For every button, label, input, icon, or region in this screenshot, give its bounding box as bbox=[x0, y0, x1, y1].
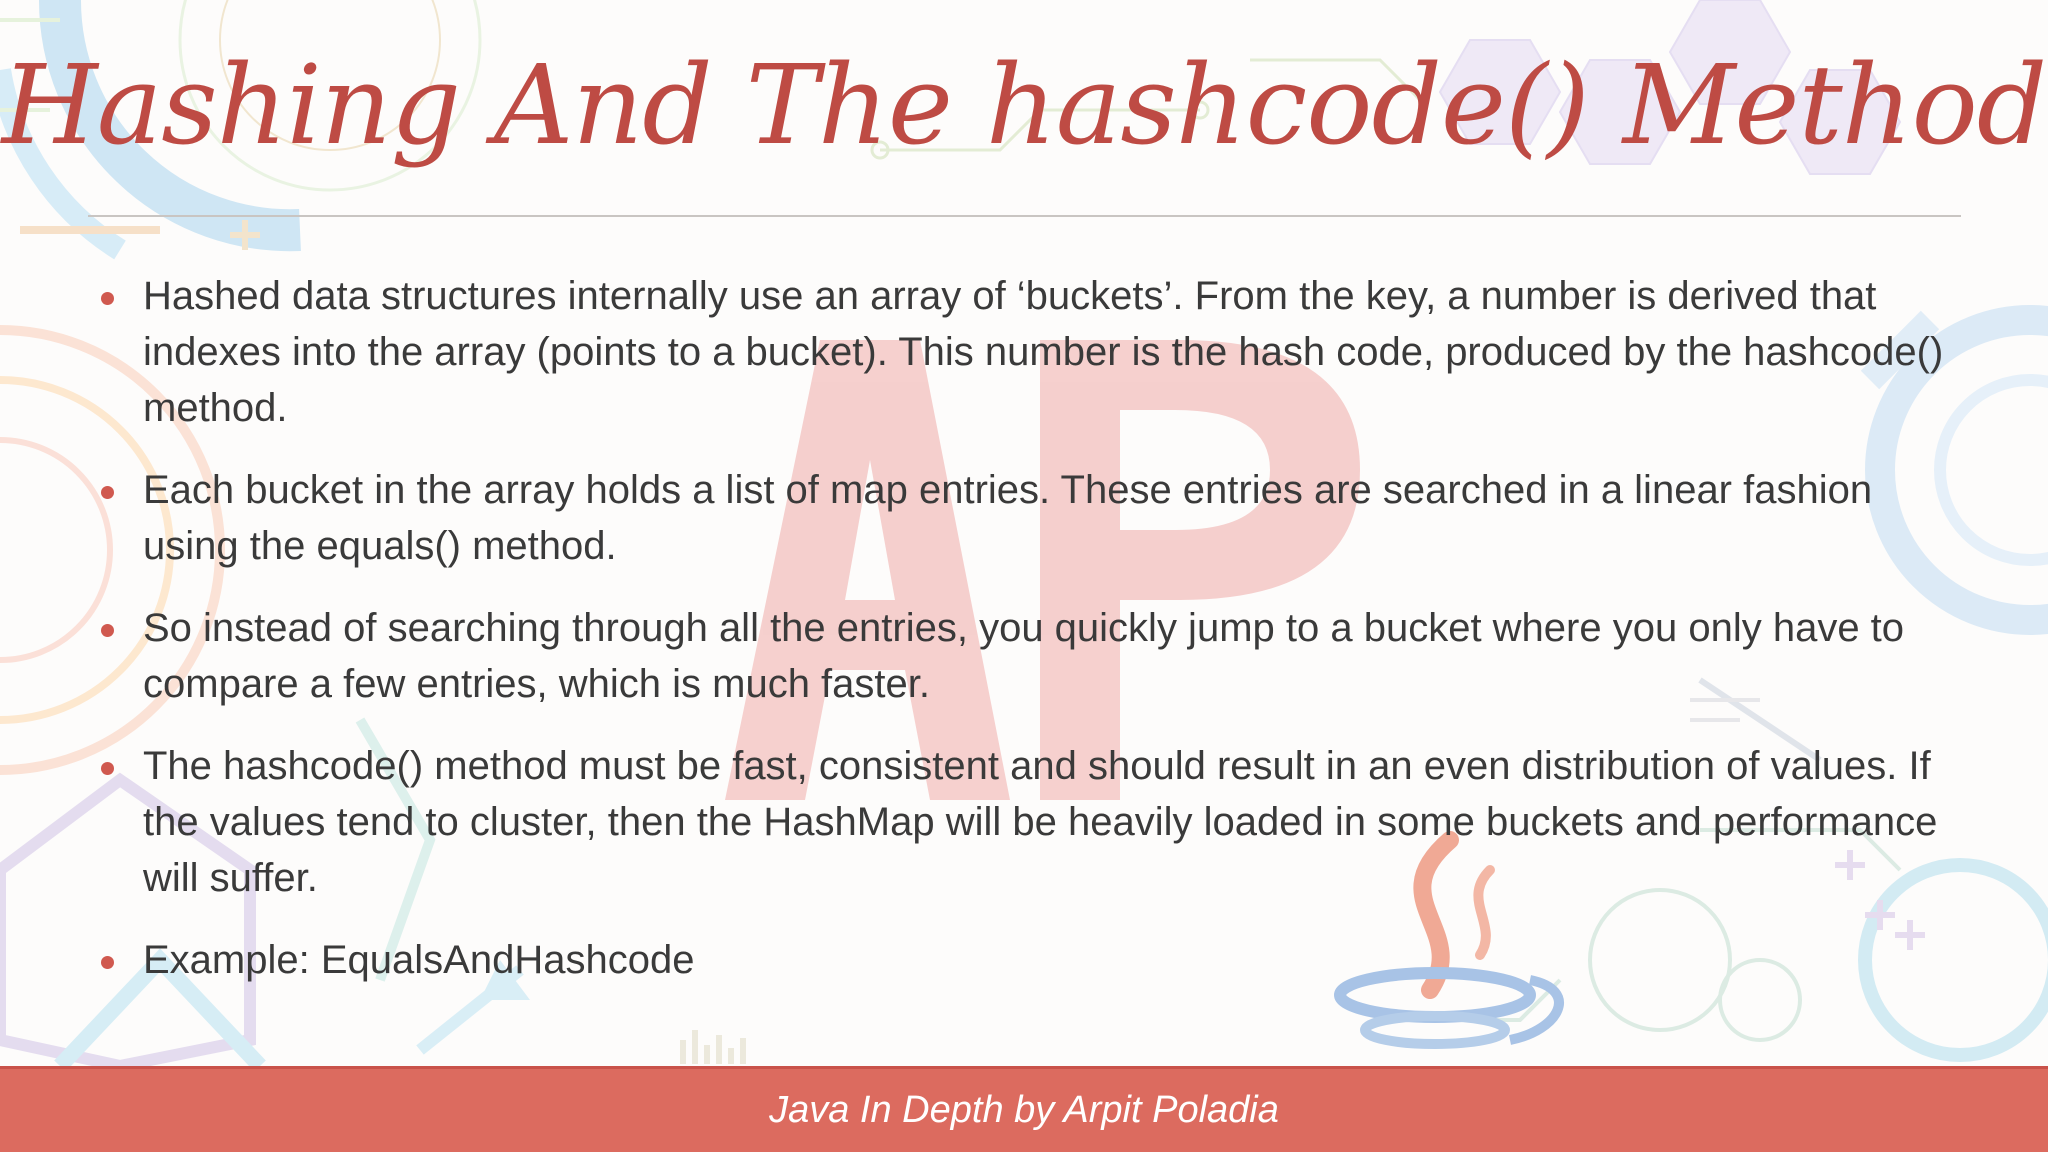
bullet-list bbox=[95, 268, 1975, 1014]
bullet-marker bbox=[101, 956, 114, 969]
bar-chart-decoration bbox=[680, 1030, 746, 1064]
bullet-item bbox=[95, 738, 1975, 906]
bullet-marker bbox=[101, 762, 114, 775]
bullet-text: Hashed data structures internally use an array of ‘buckets’. From the key, a number is derived that indexes into the array (points to a bucket). This number is the hash code, produced by the hashcode() method. bbox=[143, 274, 1944, 430]
bullet-marker bbox=[101, 624, 114, 637]
bullet-text: So instead of searching through all the entries, you quickly jump to a bucket where you only have to compare a few entries, which is much faster. bbox=[143, 606, 1905, 706]
bullet-text: Each bucket in the array holds a list of map entries. These entries are searched in a linear fashion using the equals() method. bbox=[143, 468, 1873, 568]
title-divider bbox=[88, 215, 1961, 217]
slide-title: Hashing And The hashcode() Method bbox=[1, 41, 2047, 169]
bullet-item bbox=[95, 600, 1975, 712]
bullet-marker bbox=[101, 292, 114, 305]
bullet-marker bbox=[101, 486, 114, 499]
bullet-text: The hashcode() method must be fast, consistent and should result in an even distribution of values. If the values tend to cluster, then the HashMap will be heavily loaded in some buckets and performance will suffer. bbox=[143, 744, 1938, 900]
footer-text: Java In Depth by Arpit Poladia bbox=[769, 1089, 1279, 1131]
bullet-text: Example: EqualsAndHashcode bbox=[143, 938, 695, 982]
bullet-item bbox=[95, 932, 1975, 988]
footer-bar bbox=[0, 1066, 2048, 1152]
bullet-item bbox=[95, 268, 1975, 436]
bullet-item bbox=[95, 462, 1975, 574]
